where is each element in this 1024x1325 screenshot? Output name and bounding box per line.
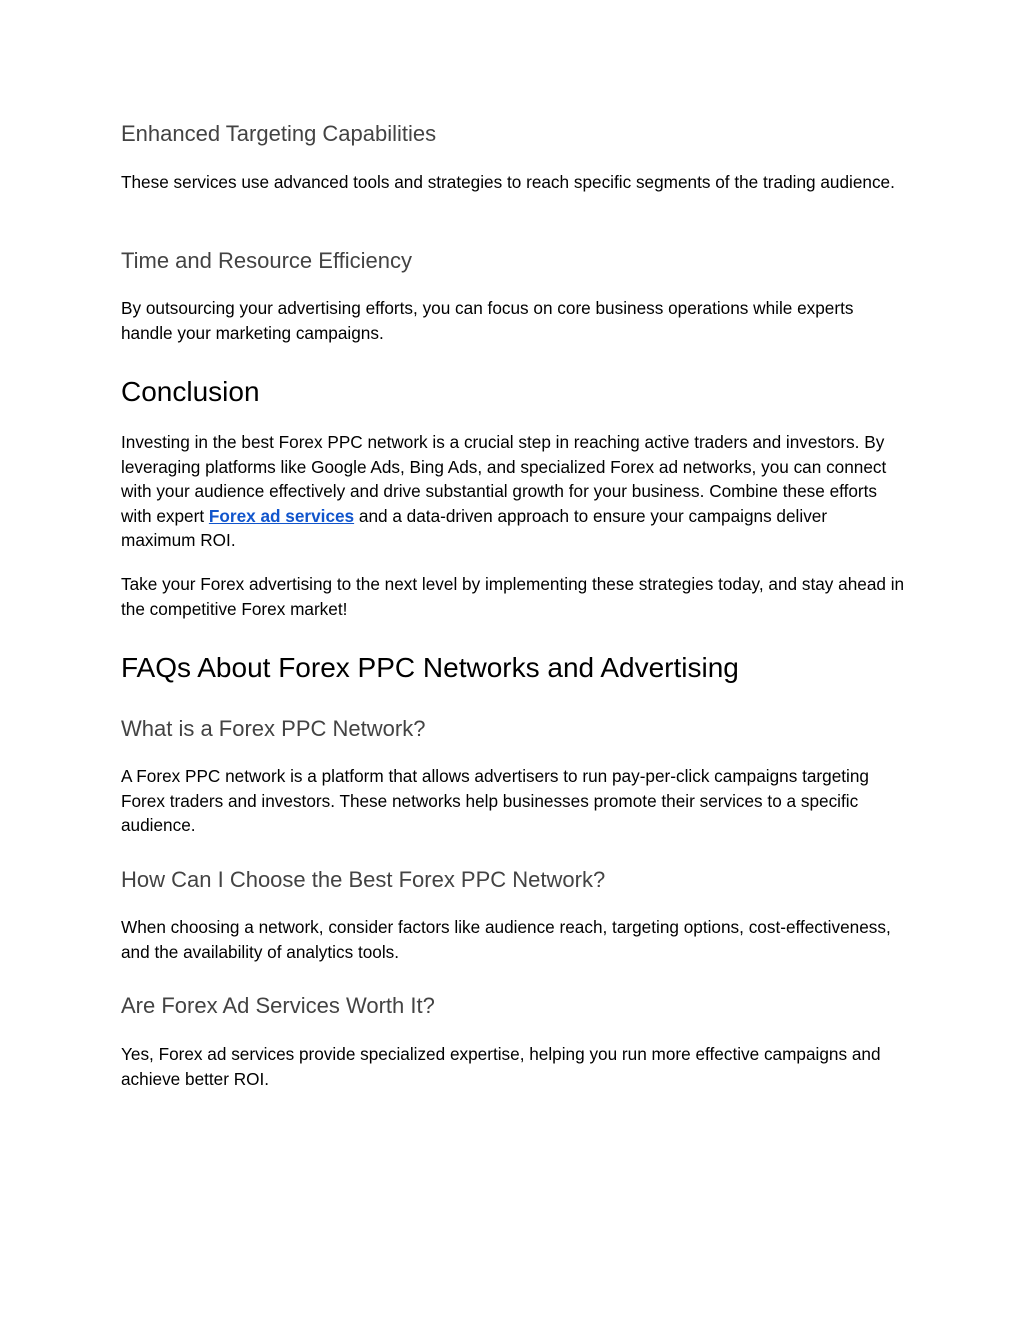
faq-question-3: Are Forex Ad Services Worth It? xyxy=(121,993,435,1018)
faq-answer-2: When choosing a network, consider factors like audience reach, targeting options, cost-effectiveness, and the availability of analytics tools. xyxy=(121,917,891,962)
faq-answer-3: Yes, Forex ad services provide specialized expertise, helping you run more effective campaigns and achieve better ROI. xyxy=(121,1044,881,1089)
heading-enhanced-targeting: Enhanced Targeting Capabilities xyxy=(121,121,437,146)
conclusion-text-after-link: and a data-driven approach to ensure your campaigns deliver maximum ROI. xyxy=(121,505,828,550)
paragraph-conclusion-1 xyxy=(121,430,906,553)
conclusion-text-before-link: Investing in the best Forex PPC network is a crucial step in reaching active traders and investors. By leveraging platforms like Google Ads, Bing Ads, and specialized Forex ad networks, you can connect with your audience effectively and drive substantial growth for your business. Combine these efforts with expert xyxy=(121,432,887,526)
forex-ad-services-link[interactable]: Forex ad services xyxy=(208,505,355,526)
faq-question-1: What is a Forex PPC Network? xyxy=(121,716,426,741)
heading-conclusion: Conclusion xyxy=(121,376,260,407)
faq-question-2: How Can I Choose the Best Forex PPC Network? xyxy=(121,867,606,892)
paragraph-enhanced-targeting: These services use advanced tools and strategies to reach specific segments of the trading audience. xyxy=(121,172,895,192)
faq-answer-1: A Forex PPC network is a platform that allows advertisers to run pay-per-click campaigns targeting Forex traders and investors. These networks help businesses promote their services to a specific audience. xyxy=(121,766,869,835)
paragraph-conclusion-2: Take your Forex advertising to the next level by implementing these strategies today, and stay ahead in the competitive Forex market! xyxy=(121,574,905,619)
heading-time-efficiency: Time and Resource Efficiency xyxy=(121,248,413,273)
paragraph-time-efficiency: By outsourcing your advertising efforts, you can focus on core business operations while experts handle your marketing campaigns. xyxy=(121,298,854,343)
heading-faqs: FAQs About Forex PPC Networks and Advertising xyxy=(121,652,739,683)
